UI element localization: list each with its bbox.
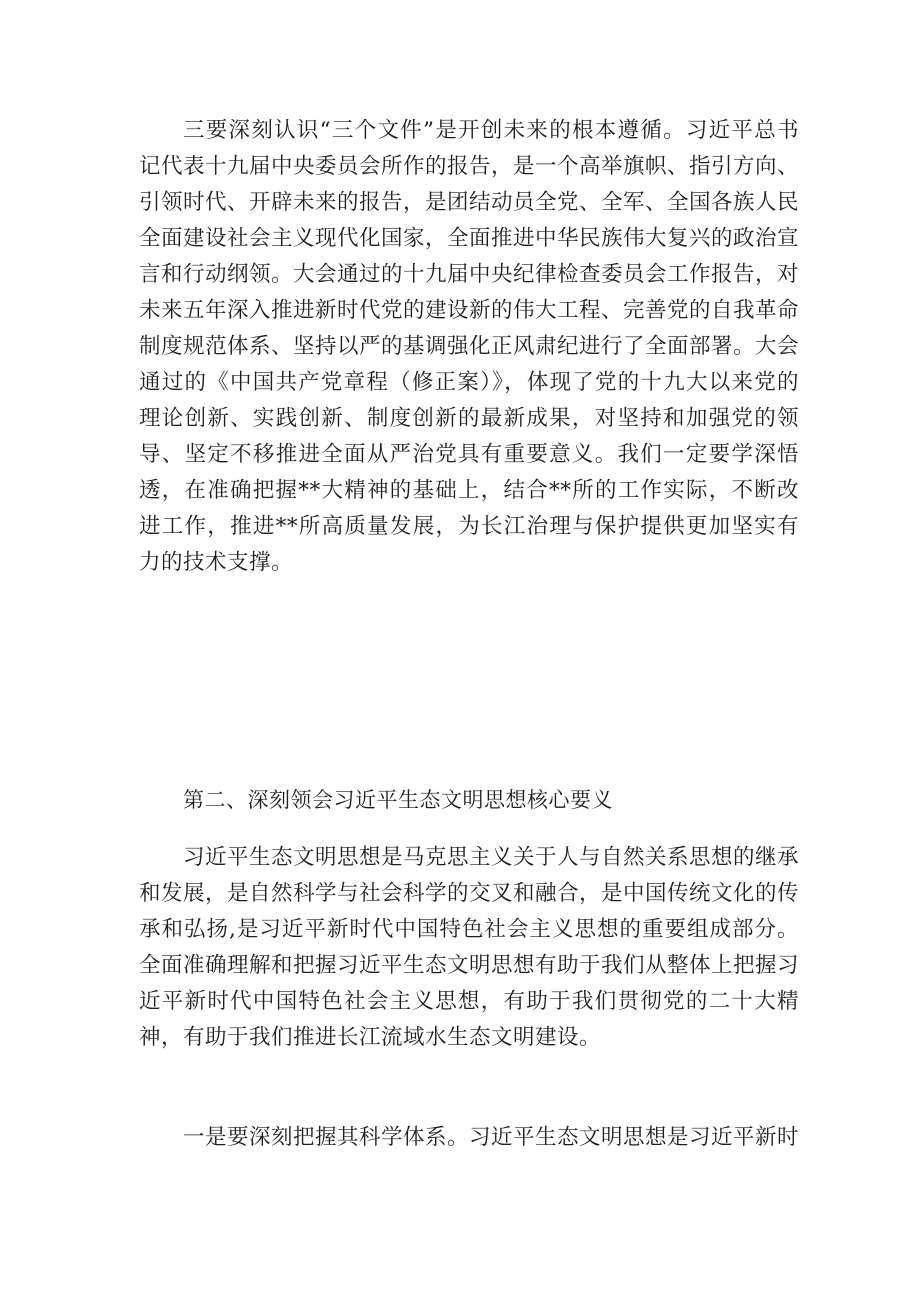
body-paragraph-eco-thought: 习近平生态文明思想是马克思主义关于人与自然关系思想的继承和发展，是自然科学与社会科学的交叉和融合，是中国传统文化的传承和弘扬,是习近平新时代中国特色社会主义思想的重要组成部分。全面准确理解和把握习近平生态文明思想有助于我们从整体上把握习近平新时代中国特色社会主义思想，有助于我们贯彻党的二十大精神，有助于我们推进长江流域水生态文明建设。 [139,845,800,1050]
body-paragraph-three-documents: 三要深刻认识“三个文件”是开创未来的根本遵循。习近平总书记代表十九届中央委员会所作的报告，是一个高举旗帜、指引方向、引领时代、开辟未来的报告，是团结动员全党、全军、全国各族人民全面建设社会主义现代化国家，全面推进中华民族伟大复兴的政治宣言和行动纲领。大会通过的十九届中央纪律检查委员会工作报告，对未来五年深入推进新时代党的建设新的伟大工程、完善党的自我革命制度规范体系、坚持以严的基调强化正风肃纪进行了全面部署。大会通过的《中国共产党章程（修正案）》，体现了党的十九大以来党的理论创新、实践创新、制度创新的最新成果，对坚持和加强党的领导、坚定不移推进全面从严治党具有重要意义。我们一定要学深悟透，在准确把握**大精神的基础上，结合**所的工作实际，不断改进工作，推进**所高质量发展，为长江治理与保护提供更加坚实有力的技术支撑。 [139,118,800,575]
section-heading-eco-civilization: 第二、深刻领会习近平生态文明思想核心要义 [183,788,613,812]
body-paragraph-scientific-system: 一是要深刻把握其科学体系。习近平生态文明思想是习近平新时 [183,1125,800,1150]
